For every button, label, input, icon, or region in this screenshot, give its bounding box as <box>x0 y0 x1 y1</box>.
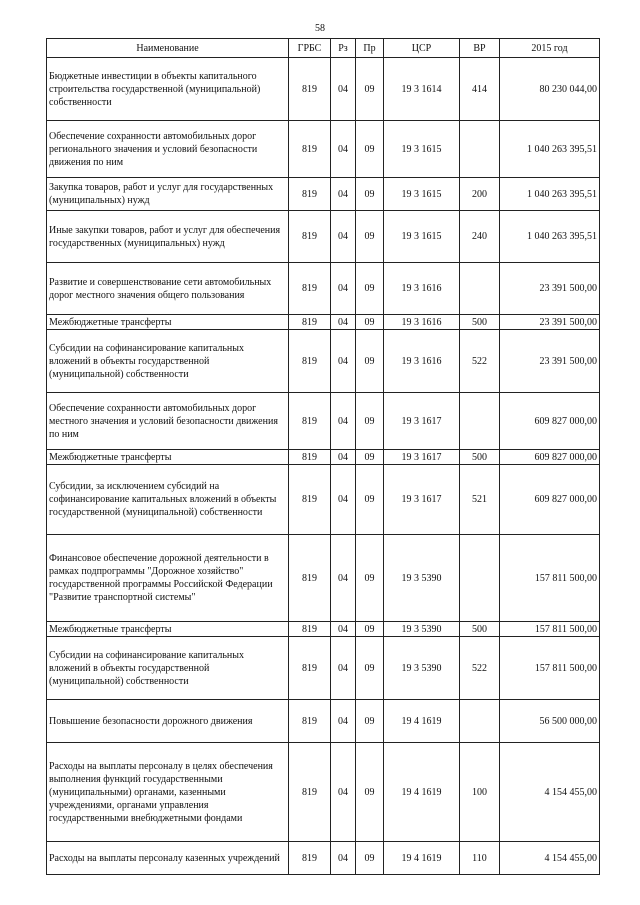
header-vr: ВР <box>460 39 500 58</box>
row-pr: 09 <box>356 450 384 465</box>
budget-table <box>46 38 600 875</box>
header-csr: ЦСР <box>384 39 460 58</box>
row-amount: 4 154 455,00 <box>500 743 600 842</box>
row-vr: 500 <box>460 622 500 637</box>
table-row <box>47 393 600 450</box>
row-vr: 500 <box>460 450 500 465</box>
row-amount: 609 827 000,00 <box>500 393 600 450</box>
row-rz: 04 <box>331 700 356 743</box>
header-name: Наименование <box>47 39 289 58</box>
row-pr: 09 <box>356 465 384 535</box>
table-row <box>47 637 600 700</box>
table-row <box>47 315 600 330</box>
row-amount: 23 391 500,00 <box>500 330 600 393</box>
row-vr <box>460 263 500 315</box>
row-vr: 522 <box>460 330 500 393</box>
row-grbs: 819 <box>289 393 331 450</box>
row-name: Межбюджетные трансферты <box>47 450 289 465</box>
row-pr: 09 <box>356 535 384 622</box>
table-row <box>47 450 600 465</box>
header-year-2015: 2015 год <box>500 39 600 58</box>
row-rz: 04 <box>331 178 356 211</box>
row-pr: 09 <box>356 58 384 121</box>
row-name: Расходы на выплаты персоналу в целях обеспечения выполнения функций государственными (муниципальными) органами, казенными учреждениями, органами управления государственными внебюджетными фондами <box>47 743 289 842</box>
row-name: Бюджетные инвестиции в объекты капитального строительства государственной (муниципальной) собственности <box>47 58 289 121</box>
row-amount: 1 040 263 395,51 <box>500 211 600 263</box>
table-row <box>47 263 600 315</box>
table-row <box>47 743 600 842</box>
row-rz: 04 <box>331 315 356 330</box>
row-rz: 04 <box>331 330 356 393</box>
row-amount: 157 811 500,00 <box>500 637 600 700</box>
row-rz: 04 <box>331 263 356 315</box>
row-rz: 04 <box>331 393 356 450</box>
row-pr: 09 <box>356 700 384 743</box>
row-csr: 19 3 5390 <box>384 637 460 700</box>
row-amount: 23 391 500,00 <box>500 315 600 330</box>
page-number: 58 <box>315 23 325 34</box>
row-pr: 09 <box>356 263 384 315</box>
header-grbs: ГРБС <box>289 39 331 58</box>
row-vr <box>460 535 500 622</box>
row-amount: 1 040 263 395,51 <box>500 121 600 178</box>
row-amount: 609 827 000,00 <box>500 450 600 465</box>
row-name: Иные закупки товаров, работ и услуг для обеспечения государственных (муниципальных) нужд <box>47 211 289 263</box>
header-pr: Пр <box>356 39 384 58</box>
row-pr: 09 <box>356 743 384 842</box>
row-pr: 09 <box>356 315 384 330</box>
row-vr: 500 <box>460 315 500 330</box>
row-csr: 19 3 1616 <box>384 330 460 393</box>
row-grbs: 819 <box>289 743 331 842</box>
row-grbs: 819 <box>289 58 331 121</box>
row-csr: 19 3 1616 <box>384 263 460 315</box>
table-row <box>47 465 600 535</box>
row-grbs: 819 <box>289 622 331 637</box>
row-grbs: 819 <box>289 637 331 700</box>
row-pr: 09 <box>356 330 384 393</box>
row-grbs: 819 <box>289 315 331 330</box>
row-amount: 80 230 044,00 <box>500 58 600 121</box>
row-name: Закупка товаров, работ и услуг для государственных (муниципальных) нужд <box>47 178 289 211</box>
row-grbs: 819 <box>289 121 331 178</box>
row-grbs: 819 <box>289 465 331 535</box>
row-rz: 04 <box>331 535 356 622</box>
row-csr: 19 4 1619 <box>384 700 460 743</box>
table-row <box>47 121 600 178</box>
row-name: Субсидии на софинансирование капитальных вложений в объекты государственной (муниципальной) собственности <box>47 330 289 393</box>
row-rz: 04 <box>331 58 356 121</box>
row-csr: 19 3 1615 <box>384 211 460 263</box>
row-csr: 19 3 1617 <box>384 393 460 450</box>
header-rz: Рз <box>331 39 356 58</box>
row-pr: 09 <box>356 211 384 263</box>
row-vr: 521 <box>460 465 500 535</box>
row-csr: 19 3 5390 <box>384 535 460 622</box>
row-amount: 56 500 000,00 <box>500 700 600 743</box>
row-name: Финансовое обеспечение дорожной деятельности в рамках подпрограммы "Дорожное хозяйство" государственной программы Российской Федерации "Развитие транспортной системы" <box>47 535 289 622</box>
row-name: Межбюджетные трансферты <box>47 622 289 637</box>
row-vr: 240 <box>460 211 500 263</box>
row-csr: 19 3 1615 <box>384 178 460 211</box>
row-amount: 157 811 500,00 <box>500 622 600 637</box>
row-vr <box>460 121 500 178</box>
row-csr: 19 3 1617 <box>384 465 460 535</box>
row-vr: 522 <box>460 637 500 700</box>
row-grbs: 819 <box>289 535 331 622</box>
row-amount: 609 827 000,00 <box>500 465 600 535</box>
row-csr: 19 3 1616 <box>384 315 460 330</box>
row-name: Субсидии на софинансирование капитальных вложений в объекты государственной (муниципальной) собственности <box>47 637 289 700</box>
table-row <box>47 842 600 875</box>
row-csr: 19 3 5390 <box>384 622 460 637</box>
table-row <box>47 700 600 743</box>
row-vr: 110 <box>460 842 500 875</box>
row-name: Обеспечение сохранности автомобильных дорог местного значения и условий безопасности движения по ним <box>47 393 289 450</box>
row-rz: 04 <box>331 842 356 875</box>
row-amount: 4 154 455,00 <box>500 842 600 875</box>
row-pr: 09 <box>356 842 384 875</box>
row-name: Развитие и совершенствование сети автомобильных дорог местного значения общего пользования <box>47 263 289 315</box>
row-rz: 04 <box>331 465 356 535</box>
row-vr <box>460 700 500 743</box>
row-name: Расходы на выплаты персоналу казенных учреждений <box>47 842 289 875</box>
row-pr: 09 <box>356 622 384 637</box>
row-csr: 19 3 1615 <box>384 121 460 178</box>
row-rz: 04 <box>331 450 356 465</box>
row-rz: 04 <box>331 637 356 700</box>
row-rz: 04 <box>331 743 356 842</box>
row-amount: 157 811 500,00 <box>500 535 600 622</box>
row-grbs: 819 <box>289 842 331 875</box>
table-row <box>47 330 600 393</box>
row-pr: 09 <box>356 393 384 450</box>
row-name: Обеспечение сохранности автомобильных дорог регионального значения и условий безопасности движения по ним <box>47 121 289 178</box>
row-name: Повышение безопасности дорожного движения <box>47 700 289 743</box>
table-row <box>47 622 600 637</box>
row-grbs: 819 <box>289 330 331 393</box>
row-name: Субсидии, за исключением субсидий на софинансирование капитальных вложений в объекты государственной (муниципальной) собственности <box>47 465 289 535</box>
row-rz: 04 <box>331 622 356 637</box>
row-csr: 19 3 1614 <box>384 58 460 121</box>
row-name: Межбюджетные трансферты <box>47 315 289 330</box>
row-vr: 200 <box>460 178 500 211</box>
row-csr: 19 3 1617 <box>384 450 460 465</box>
row-csr: 19 4 1619 <box>384 743 460 842</box>
row-vr: 414 <box>460 58 500 121</box>
row-vr: 100 <box>460 743 500 842</box>
table-row <box>47 535 600 622</box>
row-vr <box>460 393 500 450</box>
row-csr: 19 4 1619 <box>384 842 460 875</box>
row-amount: 1 040 263 395,51 <box>500 178 600 211</box>
table-header-row <box>47 39 600 58</box>
row-pr: 09 <box>356 178 384 211</box>
row-grbs: 819 <box>289 450 331 465</box>
table-row <box>47 178 600 211</box>
row-grbs: 819 <box>289 211 331 263</box>
row-grbs: 819 <box>289 263 331 315</box>
row-grbs: 819 <box>289 700 331 743</box>
row-rz: 04 <box>331 121 356 178</box>
row-amount: 23 391 500,00 <box>500 263 600 315</box>
row-rz: 04 <box>331 211 356 263</box>
row-pr: 09 <box>356 121 384 178</box>
table-row <box>47 58 600 121</box>
row-pr: 09 <box>356 637 384 700</box>
table-row <box>47 211 600 263</box>
row-grbs: 819 <box>289 178 331 211</box>
